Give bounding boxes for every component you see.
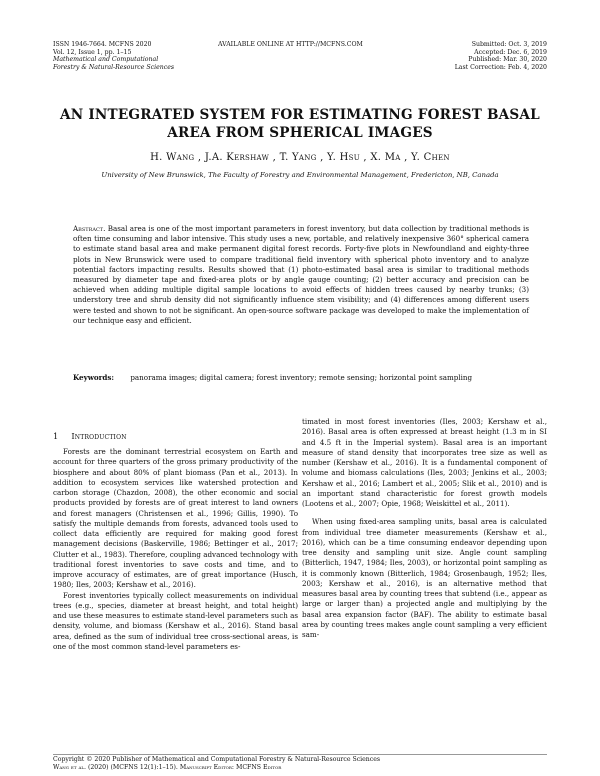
abstract-label: Abstract. — [73, 224, 106, 233]
accepted-date: Accepted: Dec. 6, 2019 — [474, 48, 547, 56]
correction-date: Last Correction: Feb. 4, 2020 — [454, 63, 547, 71]
paper-title: AN INTEGRATED SYSTEM FOR ESTIMATING FOREST BASAL AREA FROM SPHERICAL IMAGES — [60, 107, 540, 141]
copyright-line: Copyright © 2020 Publisher of Mathematical and Computational Forestry & Natural-Resource Sciences — [53, 756, 381, 763]
body-column-right — [302, 417, 547, 640]
author-list: H. Wang , J.A. Kershaw , T. Yang , Y. Hsu , X. Ma , Y. Chen — [150, 152, 450, 163]
paragraph: When using fixed-area sampling units, basal area is calculated from individual tree diameter measurements (Kershaw et al., 2016), which can be a time consuming endeavor depending upon tree density and sampling unit size. Angle count sampling (Bitterlich, 1947, 1984; Iles, 2003), or horizontal point sampling as it is commonly known (Bitterlich, 1984; Grosenbaugh, 1952; Iles, 2003; Kershaw et al., 2016), is an alternative method that measures basal area by counting trees that subtend (i.e., appear as large or larger than) a projected angle and multiplying by the basal area expansion factor (BAF). The ability to estimate basal area by counting trees makes angle count sampling a very efficient sam- — [302, 517, 547, 639]
keywords-text: panorama images; digital camera; forest inventory; remote sensing; horizontal point sampling — [130, 373, 473, 382]
journal-line-1: Mathematical and Computational — [53, 56, 159, 64]
keywords — [73, 373, 529, 383]
keywords-label: Keywords: — [73, 373, 115, 382]
footer — [53, 756, 553, 772]
citation-line: Wang et al. (2020) (MCFNS 12(1):1–15). Manuscript Editor: MCFNS Editor — [53, 764, 282, 771]
header-available-online: AVAILABLE ONLINE AT HTTP://MCFNS.COM — [218, 41, 363, 48]
footer-divider — [53, 754, 547, 755]
published-date: Published: Mar. 30, 2020 — [468, 56, 547, 64]
paragraph: Forest inventories typically collect measurements on individual trees (e.g., species, diameter at breast height, and total height) and use these measures to estimate stand-level parameters such as density, volume, and biomass (Kershaw et al., 2016). Stand basal area, defined as the sum of individual tree cross-sectional areas, is one of the most common stand-level parameters es- — [53, 590, 298, 651]
paragraph: timated in most forest inventories (Iles, 2003; Kershaw et al., 2016). Basal area is often expressed at breast height (1.3 m in SI and 4.5 ft in the Imperial system). Basal area is an important measure of stand density that incorporates tree size as well as number (Kershaw et al., 2016). It is a fundamental component of volume and biomass calculations (Iles, 2003; Jenkins et al., 2003; Kershaw et al., 2016; Lambert et al., 2005; Slik et al., 2010) and is an important stand characteristic for forest growth models (Lootens et al., 2007; Opie, 1968; Weiskittel et al., 2011). — [302, 417, 547, 508]
abstract — [73, 224, 529, 326]
section-number: 1 — [53, 431, 59, 441]
journal-line-2: Forestry & Natural-Resource Sciences — [53, 63, 175, 71]
affiliation: University of New Brunswick, The Faculty of Forestry and Environmental Management, Fredericton, NB, Canada — [101, 171, 499, 179]
header-right — [397, 41, 547, 71]
abstract-text: Basal area is one of the most important parameters in forest inventory, but data collection by traditional methods is often time consuming and labor intensive. This study uses a new, portable, and relatively inexpensive 360° spherical camera to estimate stand basal area and make permanent digital forest records. Forty-five plots in Newfoundland and eighty-three plots in New Brunswick were used to compare traditional field inventory with spherical photo inventory and to analyze potential factors impacting results. Results showed that (1) photo-estimated basal area is similar to traditional methods measured by diameter tape and fixed-area plots or by angle gauge counting; (2) better accuracy and precision can be achieved when adding multiple digital sample locations to avoid effects of hidden trees caused by nearby trunks; (3) understory tree and shrub density did not significantly influence stem visibility; and (4) differences among different users were tested and shown to not be significant. An open-source software package was developed to make the implementation of our technique easy and efficient. — [73, 224, 529, 325]
body-column-left — [53, 447, 298, 652]
submitted-date: Submitted: Oct. 3, 2019 — [471, 41, 547, 48]
issn-line: ISSN 1946-7664. MCFNS 2020 — [53, 41, 152, 48]
paragraph: Forests are the dominant terrestrial ecosystem on Earth and account for three quarters of the gross primary productivity of the biosphere and about 80% of plant biomass (Pan et al., 2013). In addition to ecosystem services like watershed protection and carbon storage (Chazdon, 2008), the other economic and social products provided by forests are of great interest to land owners and forest managers (Christensen et al., 1996; Gillis, 1990). To satisfy the multiple demands from forests, advanced tools used to collect data efficiently are required for making good forest management decisions (Baskerville, 1986; Bettinger et al., 2017; Clutter et al., 1983). Therefore, coupling advanced technology with traditional forest inventories to save costs and time, and to improve accuracy of estimates, are of great importance (Husch, 1980; Iles, 2003; Kershaw et al., 2016). — [53, 447, 298, 590]
volume-line: Vol. 12, Issue 1, pp. 1–15 — [53, 48, 132, 56]
section-heading — [53, 431, 127, 441]
section-title: Introduction — [71, 431, 127, 441]
